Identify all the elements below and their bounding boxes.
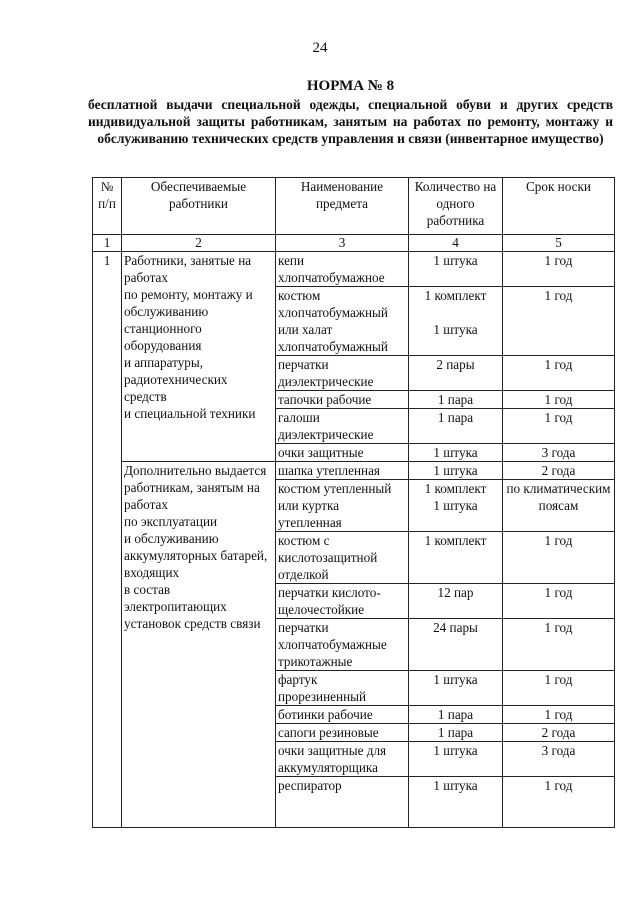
quantity-line: 1 комплект [424,288,487,303]
item-quantity: 1 штука [409,252,503,287]
item-term: 3 года [503,742,615,777]
item-term: 3 года [503,444,615,462]
item-term: 1 год [503,671,615,706]
table-row [93,252,615,287]
header-term: Срок носки [503,178,615,235]
item-quantity: 12 пар [409,584,503,619]
norm-table [92,177,615,828]
item-name: респиратор [276,777,409,828]
workers-group-2: Дополнительно выдается работникам, занятым на работах по эксплуатации и обслуживанию аккумуляторных батарей, входящих в состав электропитающих установок средств связи [122,462,276,828]
item-name: тапочки рабочие [276,391,409,409]
item-name: костюм хлопчатобумажный или халат хлопчатобумажный [276,287,409,356]
item-name: сапоги резиновые [276,724,409,742]
item-term: 1 год [503,252,615,287]
item-quantity: 2 пары [409,356,503,391]
item-quantity: 1 штука [409,777,503,828]
column-number: 2 [122,235,276,252]
item-term: 1 год [503,706,615,724]
item-term: 2 года [503,462,615,480]
item-quantity: 24 пары [409,619,503,671]
item-term: 1 год [503,532,615,584]
item-name: перчатки диэлектрические [276,356,409,391]
item-name: фартук прорезиненный [276,671,409,706]
item-name: кепи хлопчатобумажное [276,252,409,287]
item-quantity: 1 пара [409,391,503,409]
item-quantity: 1 штука [409,444,503,462]
column-number: 4 [409,235,503,252]
item-term: 1 год [503,584,615,619]
item-quantity: 1 пара [409,724,503,742]
item-term: 1 год [503,287,615,356]
item-name: галоши диэлектрические [276,409,409,444]
item-name: шапка утепленная [276,462,409,480]
item-term: 2 года [503,724,615,742]
item-quantity: 1 пара [409,706,503,724]
item-name: перчатки хлопчатобумажные трикотажные [276,619,409,671]
item-quantity: 1 комплект [409,532,503,584]
row-number: 1 [93,252,122,828]
table-header-row [93,178,615,235]
workers-group-1: Работники, занятые на работах по ремонту, монтажу и обслуживанию станционного оборудования и аппаратуры, радиотехнических средств и специальной техники [122,252,276,462]
item-quantity: 1 пара [409,409,503,444]
page-number: 24 [312,40,328,56]
item-term: 1 год [503,356,615,391]
norm-subtitle: бесплатной выдачи специальной одежды, специальной обуви и других средств индивидуальной защиты работникам, занятым на работах по ремонту, монтажу и обслуживанию технических средств управления и связи (инвентарное имущество) [88,97,613,146]
header-number: № п/п [93,178,122,235]
header-item: Наименование предмета [276,178,409,235]
table-row [93,462,615,480]
header-workers: Обеспечиваемые работники [122,178,276,235]
item-name: ботинки рабочие [276,706,409,724]
item-quantity: 1 штука [409,671,503,706]
item-term: по климатическим поясам [503,480,615,532]
item-name: очки защитные для аккумуляторщика [276,742,409,777]
column-number: 1 [93,235,122,252]
quantity-line: 1 штука [433,322,478,337]
item-name: перчатки кислото-щелочестойкие [276,584,409,619]
item-term: 1 год [503,391,615,409]
item-quantity: 1 штука [409,742,503,777]
item-term: 1 год [503,777,615,828]
quantity-line: 1 штука [433,498,478,513]
quantity-line: 1 комплект [424,481,487,496]
column-number-row [93,235,615,252]
item-quantity: 1 штука [409,462,503,480]
item-quantity [409,480,503,532]
item-name: очки защитные [276,444,409,462]
column-number: 3 [276,235,409,252]
item-quantity [409,287,503,356]
item-name: костюм утепленный или куртка утепленная [276,480,409,532]
norm-title: НОРМА № 8 [306,78,395,94]
item-term: 1 год [503,619,615,671]
document-heading [88,76,613,147]
item-name: костюм с кислотозащитной отделкой [276,532,409,584]
column-number: 5 [503,235,615,252]
header-quantity: Количество на одного работника [409,178,503,235]
item-term: 1 год [503,409,615,444]
